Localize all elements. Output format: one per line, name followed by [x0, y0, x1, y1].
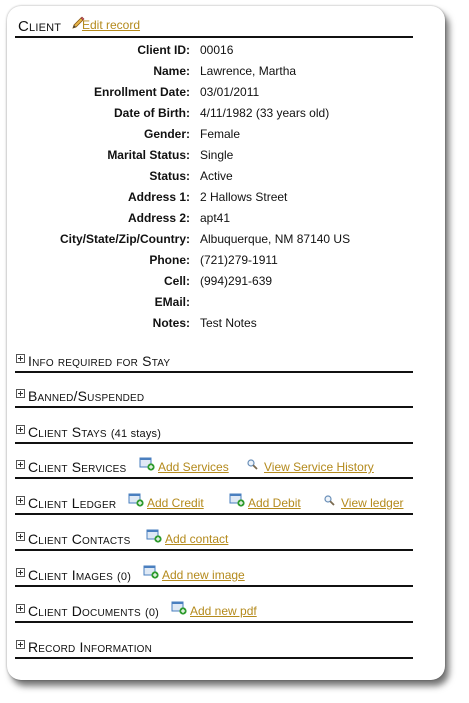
- add-services-link[interactable]: Add Services: [158, 460, 229, 474]
- section-title: [28, 603, 159, 622]
- section-title-text: Client Images: [28, 567, 113, 583]
- field-value: Female: [200, 127, 241, 141]
- field-value: Single: [200, 148, 234, 162]
- add-icon[interactable]: [139, 457, 155, 471]
- field-address-2: [7, 211, 437, 231]
- images-count: (0): [117, 571, 132, 583]
- section-client-stays[interactable]: [15, 422, 413, 444]
- section-title: Client Ledger: [28, 495, 117, 511]
- add-icon[interactable]: [143, 565, 159, 579]
- field-address-1: [7, 190, 437, 210]
- field-label: Name:: [153, 64, 190, 78]
- expander-plus-icon[interactable]: [16, 568, 25, 577]
- field-label: City/State/Zip/Country:: [59, 232, 190, 246]
- add-new-pdf-link[interactable]: Add new pdf: [190, 604, 257, 618]
- field-phone: [7, 253, 437, 273]
- add-icon[interactable]: [146, 529, 162, 543]
- add-icon[interactable]: [229, 493, 245, 507]
- section-client-ledger[interactable]: [15, 493, 413, 515]
- expander-plus-icon[interactable]: [16, 354, 25, 363]
- section-title: [28, 424, 161, 443]
- add-new-image-link[interactable]: Add new image: [162, 568, 245, 582]
- client-title: Client: [18, 18, 62, 35]
- field-date-of-birth: [7, 106, 437, 126]
- section-info-required[interactable]: [15, 351, 413, 373]
- field-value: Lawrence, Martha: [200, 64, 297, 78]
- section-record-information[interactable]: [15, 637, 413, 659]
- field-value: 4/11/1982 (33 years old): [200, 106, 330, 120]
- expander-plus-icon[interactable]: [16, 640, 25, 649]
- field-label: Address 1:: [127, 190, 190, 204]
- field-email: [7, 295, 437, 315]
- field-value: Albuquerque, NM 87140 US: [200, 232, 351, 246]
- expander-plus-icon[interactable]: [16, 425, 25, 434]
- section-client-services[interactable]: [15, 457, 413, 479]
- field-notes: [7, 316, 437, 336]
- field-value: 03/01/2011: [200, 85, 260, 99]
- section-client-documents[interactable]: [15, 601, 413, 623]
- magnifier-icon[interactable]: [324, 495, 335, 506]
- field-label: Address 2:: [127, 211, 190, 225]
- field-value: 00016: [200, 43, 234, 57]
- section-title-text: Client Stays: [28, 424, 107, 440]
- field-value: Test Notes: [200, 316, 257, 330]
- documents-count: (0): [144, 607, 160, 619]
- add-icon[interactable]: [171, 601, 187, 615]
- field-value: (721)279-1911: [200, 253, 278, 267]
- expander-plus-icon[interactable]: [16, 532, 25, 541]
- edit-record-link[interactable]: Edit record: [82, 18, 141, 32]
- client-header: [15, 17, 413, 38]
- field-label: Client ID:: [137, 43, 190, 57]
- section-title: Record Information: [28, 639, 153, 655]
- view-service-history-link[interactable]: View Service History: [264, 460, 374, 474]
- field-enrollment-date: [7, 85, 437, 105]
- expander-plus-icon[interactable]: [16, 496, 25, 505]
- field-marital-status: [7, 148, 437, 168]
- section-title: Info required for Stay: [28, 353, 171, 369]
- expander-plus-icon[interactable]: [16, 460, 25, 469]
- section-client-contacts[interactable]: [15, 529, 413, 551]
- section-client-images[interactable]: [15, 565, 413, 587]
- field-client-id: [7, 43, 437, 63]
- client-card: [7, 6, 445, 680]
- field-label: Phone:: [149, 253, 190, 267]
- field-value: Active: [200, 169, 233, 183]
- field-label: Status:: [149, 169, 190, 183]
- section-title: Client Services: [28, 459, 127, 475]
- field-label: EMail:: [154, 295, 190, 309]
- add-credit-link[interactable]: Add Credit: [147, 496, 204, 510]
- section-banned-suspended[interactable]: [15, 386, 413, 408]
- magnifier-icon[interactable]: [247, 459, 258, 470]
- section-title: Client Contacts: [28, 531, 131, 547]
- section-title: [28, 567, 131, 586]
- stays-count: (41 stays): [110, 428, 162, 440]
- field-gender: [7, 127, 437, 147]
- section-title-text: Client Documents: [28, 603, 141, 619]
- add-contact-link[interactable]: Add contact: [165, 532, 229, 546]
- field-label: Notes:: [152, 316, 190, 330]
- view-ledger-link[interactable]: View ledger: [341, 496, 404, 510]
- field-label: Gender:: [143, 127, 190, 141]
- field-value: apt41: [200, 211, 231, 225]
- section-title: Banned/Suspended: [28, 388, 145, 404]
- field-value: (994)291-639: [200, 274, 273, 288]
- field-name: [7, 64, 437, 84]
- expander-plus-icon[interactable]: [16, 604, 25, 613]
- field-cell: [7, 274, 437, 294]
- field-value: 2 Hallows Street: [200, 190, 288, 204]
- field-status: [7, 169, 437, 189]
- field-label: Enrollment Date:: [93, 85, 190, 99]
- field-label: Marital Status:: [107, 148, 190, 162]
- field-label: Date of Birth:: [114, 106, 190, 120]
- field-label: Cell:: [163, 274, 190, 288]
- add-debit-link[interactable]: Add Debit: [248, 496, 301, 510]
- add-icon[interactable]: [128, 493, 144, 507]
- expander-plus-icon[interactable]: [16, 389, 25, 398]
- field-city-state-zip: [7, 232, 437, 252]
